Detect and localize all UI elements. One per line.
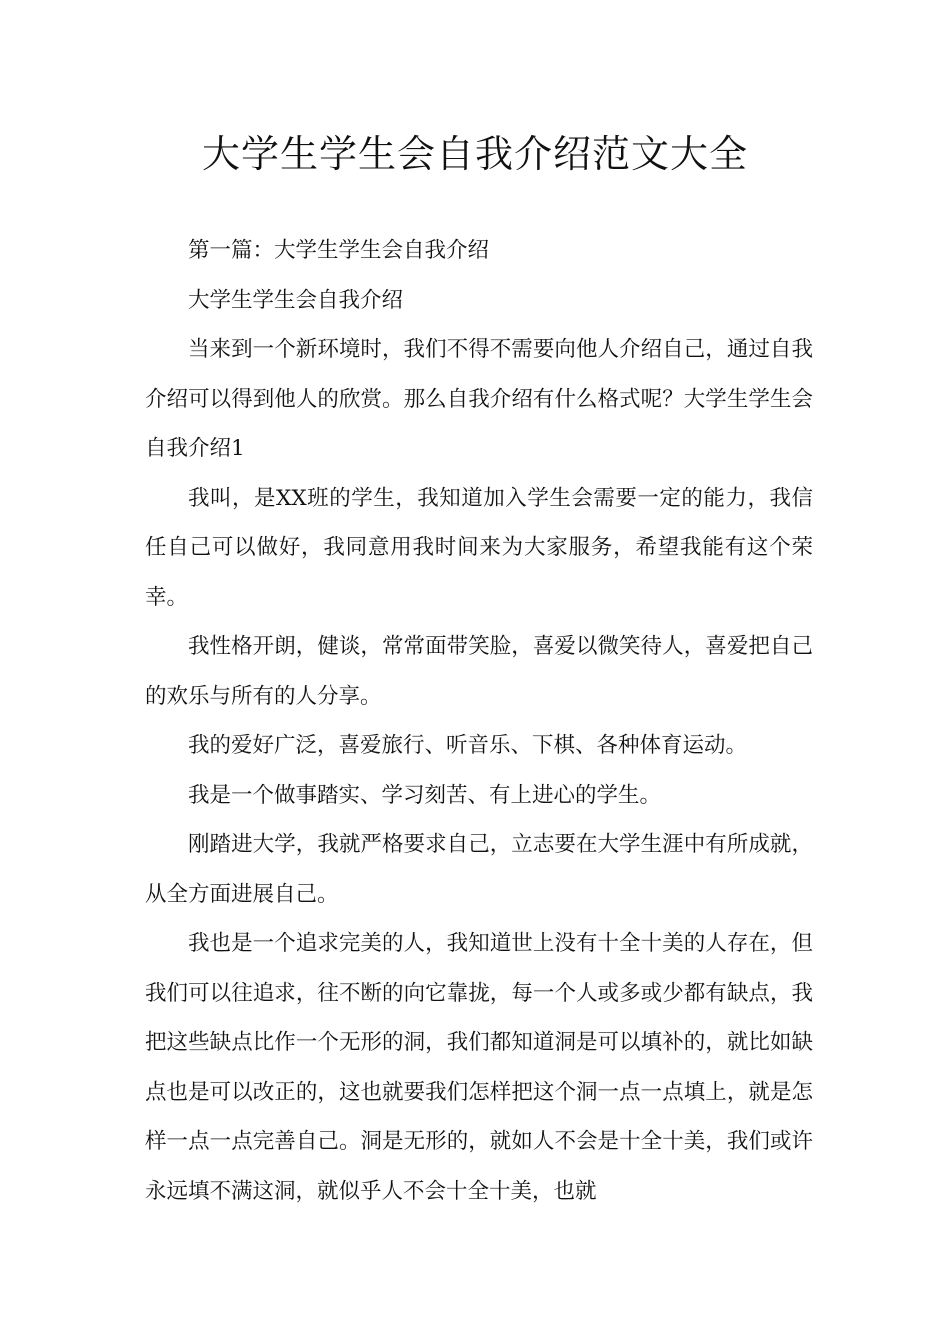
paragraph-8: 刚踏进大学，我就严格要求自己，立志要在大学生涯中有所成就，从全方面进展自己。: [145, 832, 813, 907]
paragraph-2: 大学生学生会自我介绍: [188, 287, 404, 313]
paragraph-7: 我是一个做事踏实、学习刻苦、有上进心的学生。: [188, 782, 662, 808]
document-body: [145, 226, 813, 1216]
document-title: 大学生学生会自我介绍范文大全: [201, 132, 748, 176]
paragraph-1: 第一篇：大学生学生会自我介绍: [188, 238, 490, 263]
paragraph-3: 当来到一个新环境时，我们不得不需要向他人介绍自己，通过自我介绍可以得到他人的欣赏。那么自我介绍有什么格式呢？大学生学生会自我介绍1: [145, 337, 813, 461]
paragraph-6: 我的爱好广泛，喜爱旅行、听音乐、下棋、各种体育运动。: [188, 733, 748, 758]
paragraph-5: 我性格开朗，健谈，常常面带笑脸，喜爱以微笑待人，喜爱把自己的欢乐与所有的人分享。: [145, 634, 813, 709]
paragraph-9: 我也是一个追求完美的人，我知道世上没有十全十美的人存在，但我们可以往追求，往不断的向它靠拢，每一个人或多或少都有缺点，我把这些缺点比作一个无形的洞，我们都知道洞是可以填补的，就比如缺点也是可以改正的，这也就要我们怎样把这个洞一点一点填上，就是怎样一点一点完善自己。洞是无形的，就如人不会是十全十美，我们或许永远填不满这洞，就似乎人不会十全十美，也就: [145, 931, 813, 1204]
paragraph-4: 我叫，是XX班的学生，我知道加入学生会需要一定的能力，我信任自己可以做好，我同意用我时间来为大家服务，希望我能有这个荣幸。: [145, 485, 813, 610]
